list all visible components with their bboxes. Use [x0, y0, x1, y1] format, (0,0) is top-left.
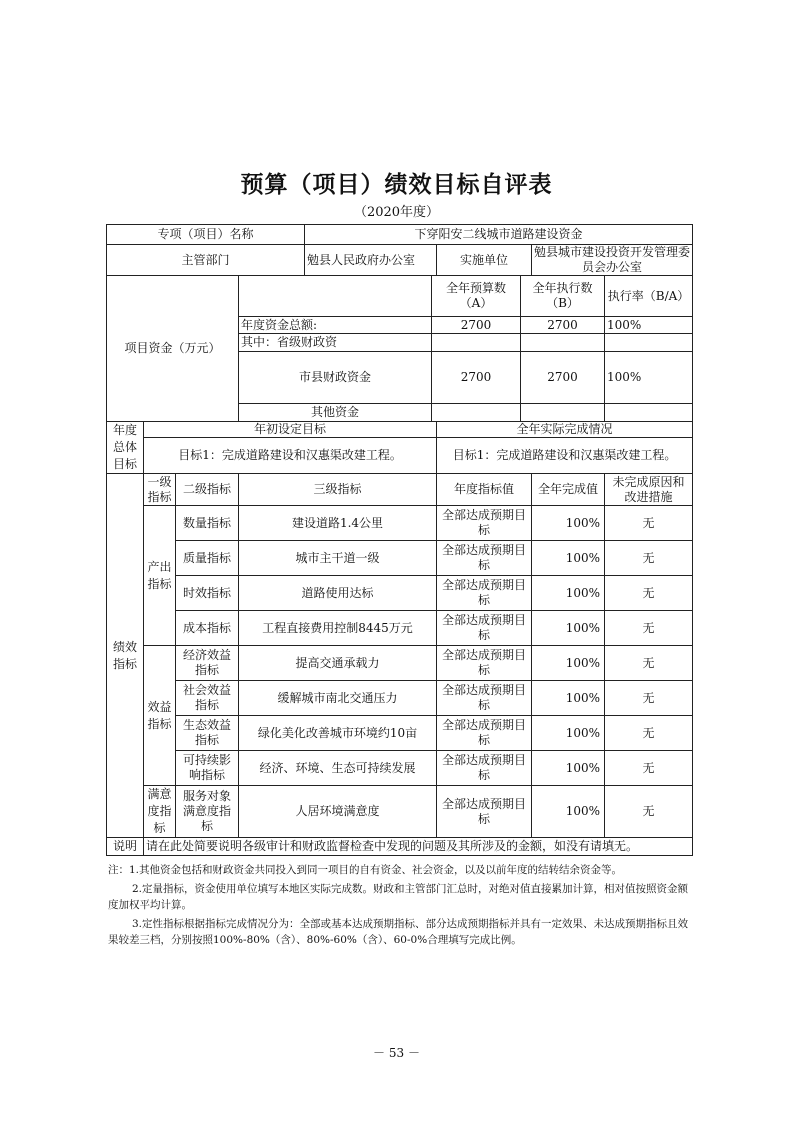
notes — [108, 862, 692, 951]
funds-row-exec: 2700 — [521, 352, 605, 404]
target-cell: 全部达成预期目标 — [437, 506, 532, 541]
note-2: 2.定量指标，资金使用单位填写本地区实际完成数。财政和主管部门汇总时，对绝对值直接累加计算，相对值按照资金额度加权平均计算。 — [108, 883, 689, 911]
dept-label: 主管部门 — [107, 245, 305, 276]
reason-cell: 无 — [605, 541, 693, 576]
completion-cell: 100% — [532, 716, 605, 751]
col-budget-header: 全年预算数（A） — [432, 276, 521, 317]
level2-cell: 成本指标 — [176, 611, 239, 646]
funds-row-budget: 2700 — [432, 352, 521, 404]
funds-blank-header — [239, 276, 432, 317]
funds-row-label: 市县财政资金 — [239, 352, 432, 404]
page-title: 预算（项目）绩效目标自评表 — [240, 172, 553, 198]
level2-cell: 服务对象满意度指标 — [176, 786, 239, 838]
col-rate-header: 执行率（B/A） — [605, 276, 693, 317]
funds-row-exec: 2700 — [521, 317, 605, 334]
target-cell: 全部达成预期目标 — [437, 541, 532, 576]
level2-header: 二级指标 — [176, 474, 239, 506]
target-cell: 全部达成预期目标 — [437, 576, 532, 611]
completion-cell: 100% — [532, 506, 605, 541]
goals-actual-text: 目标1：完成道路建设和汉惠渠改建工程。 — [437, 438, 693, 474]
target-cell: 全部达成预期目标 — [437, 646, 532, 681]
reason-cell: 无 — [605, 716, 693, 751]
reason-cell: 无 — [605, 576, 693, 611]
level2-cell: 经济效益指标 — [176, 646, 239, 681]
level1-header: 一级指标 — [144, 474, 176, 506]
funds-row-rate — [605, 334, 693, 352]
note-1: 注：1.其他资金包括和财政资金共同投入到同一项目的自有资金、社会资金，以及以前年度的结转结余资金等。 — [108, 864, 623, 876]
level3-header: 三级指标 — [239, 474, 437, 506]
completion-cell: 100% — [532, 646, 605, 681]
impl-label: 实施单位 — [437, 245, 532, 276]
goals-actual-header: 全年实际完成情况 — [437, 422, 693, 438]
page-subtitle: （2020年度） — [353, 205, 440, 220]
funds-row-budget — [432, 334, 521, 352]
level2-cell: 时效指标 — [176, 576, 239, 611]
project-name-value: 下穿阳安二线城市道路建设资金 — [305, 225, 693, 245]
level3-cell: 缓解城市南北交通压力 — [239, 681, 437, 716]
completion-header: 全年完成值 — [532, 474, 605, 506]
funds-label: 项目资金（万元） — [107, 276, 239, 422]
target-cell: 全部达成预期目标 — [437, 786, 532, 838]
reason-header: 未完成原因和改进措施 — [605, 474, 693, 506]
level3-cell: 绿化美化改善城市环境约10亩 — [239, 716, 437, 751]
completion-cell: 100% — [532, 751, 605, 786]
reason-cell: 无 — [605, 611, 693, 646]
target-cell: 全部达成预期目标 — [437, 611, 532, 646]
completion-cell: 100% — [532, 576, 605, 611]
funds-row-label: 年度资金总额: — [239, 317, 432, 334]
goals-initial-header: 年初设定目标 — [144, 422, 437, 438]
completion-cell: 100% — [532, 541, 605, 576]
funds-row-budget — [432, 404, 521, 422]
level3-cell: 城市主干道一级 — [239, 541, 437, 576]
level3-cell: 人居环境满意度 — [239, 786, 437, 838]
level1-satisfaction: 满意度指标 — [144, 786, 176, 838]
funds-row-budget: 2700 — [432, 317, 521, 334]
completion-cell: 100% — [532, 681, 605, 716]
project-name-label: 专项（项目）名称 — [107, 225, 305, 245]
level3-cell: 道路使用达标 — [239, 576, 437, 611]
target-header: 年度指标值 — [437, 474, 532, 506]
level3-cell: 经济、环境、生态可持续发展 — [239, 751, 437, 786]
level2-cell: 社会效益指标 — [176, 681, 239, 716]
reason-cell: 无 — [605, 681, 693, 716]
funds-row-rate: 100% — [605, 317, 693, 334]
reason-cell: 无 — [605, 506, 693, 541]
level1-benefit: 效益指标 — [144, 646, 176, 786]
funds-row-rate: 100% — [605, 352, 693, 404]
target-cell: 全部达成预期目标 — [437, 751, 532, 786]
col-exec-header: 全年执行数（B） — [521, 276, 605, 317]
note-3: 3.定性指标根据指标完成情况分为：全部或基本达成预期指标、部分达成预期指标并具有一定效果、未达成预期指标且效果较差三档，分别按照100%-80%（含）、80%-60%（含）、60-0%合理填写完成比例。 — [108, 918, 689, 946]
level2-cell: 数量指标 — [176, 506, 239, 541]
goals-initial-text: 目标1：完成道路建设和汉惠渠改建工程。 — [144, 438, 437, 474]
dept-value: 勉县人民政府办公室 — [305, 245, 437, 276]
remark-label: 说明 — [107, 838, 144, 856]
funds-row-label: 其他资金 — [239, 404, 432, 422]
funds-row-label: 其中：省级财政资 — [239, 334, 432, 352]
funds-row-exec — [521, 404, 605, 422]
level3-cell: 建设道路1.4公里 — [239, 506, 437, 541]
target-cell: 全部达成预期目标 — [437, 681, 532, 716]
goals-label: 年度总体目标 — [107, 422, 144, 474]
remark-text: 请在此处简要说明各级审计和财政监督检查中发现的问题及其所涉及的金额，如没有请填无。 — [144, 838, 693, 856]
completion-cell: 100% — [532, 786, 605, 838]
funds-row-exec — [521, 334, 605, 352]
indicators-label: 绩效指标 — [107, 474, 144, 838]
evaluation-table — [106, 224, 693, 856]
level2-cell: 质量指标 — [176, 541, 239, 576]
impl-value: 勉县城市建设投资开发管理委员会办公室 — [532, 245, 693, 276]
level2-cell: 可持续影响指标 — [176, 751, 239, 786]
level3-cell: 提高交通承载力 — [239, 646, 437, 681]
level2-cell: 生态效益指标 — [176, 716, 239, 751]
level3-cell: 工程直接费用控制8445万元 — [239, 611, 437, 646]
reason-cell: 无 — [605, 751, 693, 786]
level1-output: 产出指标 — [144, 506, 176, 646]
completion-cell: 100% — [532, 611, 605, 646]
reason-cell: 无 — [605, 786, 693, 838]
page-number: － 53 － — [373, 1046, 420, 1060]
target-cell: 全部达成预期目标 — [437, 716, 532, 751]
funds-row-rate — [605, 404, 693, 422]
reason-cell: 无 — [605, 646, 693, 681]
